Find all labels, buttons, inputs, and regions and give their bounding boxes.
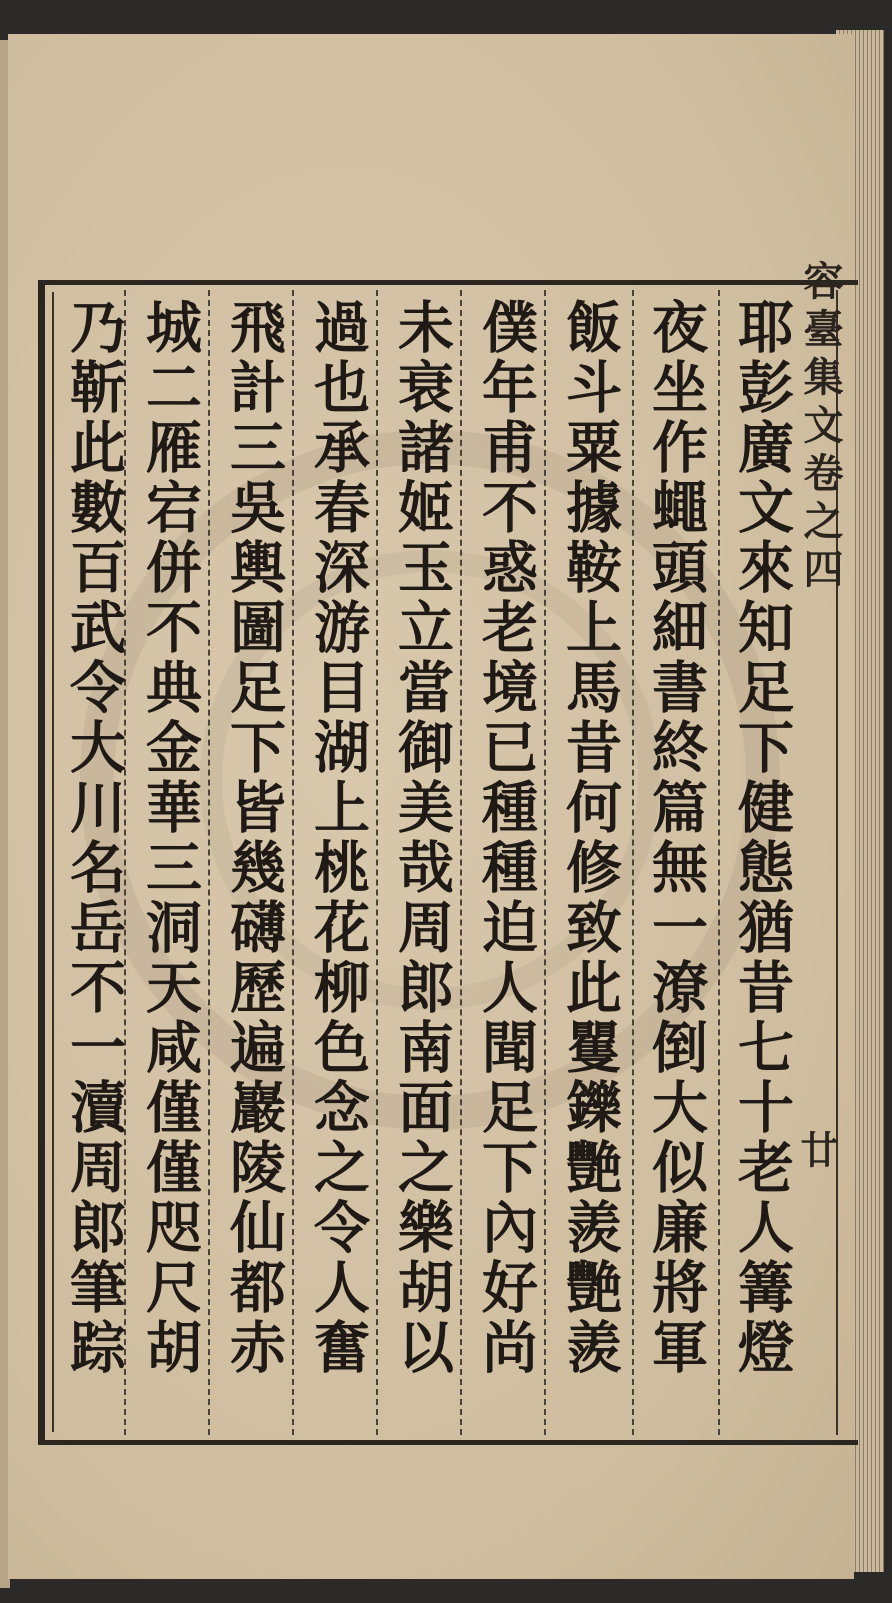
text-column-7: 飛計三吳輿圖足下皆幾礴歷遍巖陵仙都赤 bbox=[221, 298, 287, 1378]
column-rule bbox=[460, 290, 462, 1435]
text-column-4: 僕年甫不惑老境已種種迫人聞足下內好尚 bbox=[473, 298, 539, 1378]
text-column-1: 耶彭廣文來知足下健態猶昔七十老人篝燈 bbox=[729, 298, 795, 1378]
text-column-3: 飯斗粟據鞍上馬昔何修致此矍鑠艷羨艷羨 bbox=[557, 298, 623, 1378]
column-rule bbox=[292, 290, 294, 1435]
frame-inner-rule bbox=[52, 292, 54, 1432]
text-column-8: 城二雁宕併不典金華三洞天咸僅僅咫尺胡 bbox=[137, 298, 203, 1378]
column-rule bbox=[632, 290, 634, 1435]
text-column-2: 夜坐作蠅頭細書終篇無一潦倒大似廉將軍 bbox=[643, 298, 709, 1378]
column-rule bbox=[208, 290, 210, 1435]
column-rule bbox=[376, 290, 378, 1435]
margin-title bbox=[797, 260, 844, 1210]
text-column-6: 過也承春深游目湖上桃花柳色念之令人奮 bbox=[305, 298, 371, 1378]
column-rule bbox=[718, 290, 720, 1435]
margin-folio: 廿 bbox=[794, 1130, 839, 1168]
margin-book-title: 容臺集 bbox=[797, 260, 844, 404]
text-column-9: 乃靳此數百武令大川名岳不一瀆周郎筆踪 bbox=[61, 298, 127, 1378]
text-column-5: 未衰諸姬玉立當御美哉周郎南面之樂胡以 bbox=[389, 298, 455, 1378]
margin-juan: 文卷之四 bbox=[797, 404, 844, 596]
column-rule bbox=[544, 290, 546, 1435]
